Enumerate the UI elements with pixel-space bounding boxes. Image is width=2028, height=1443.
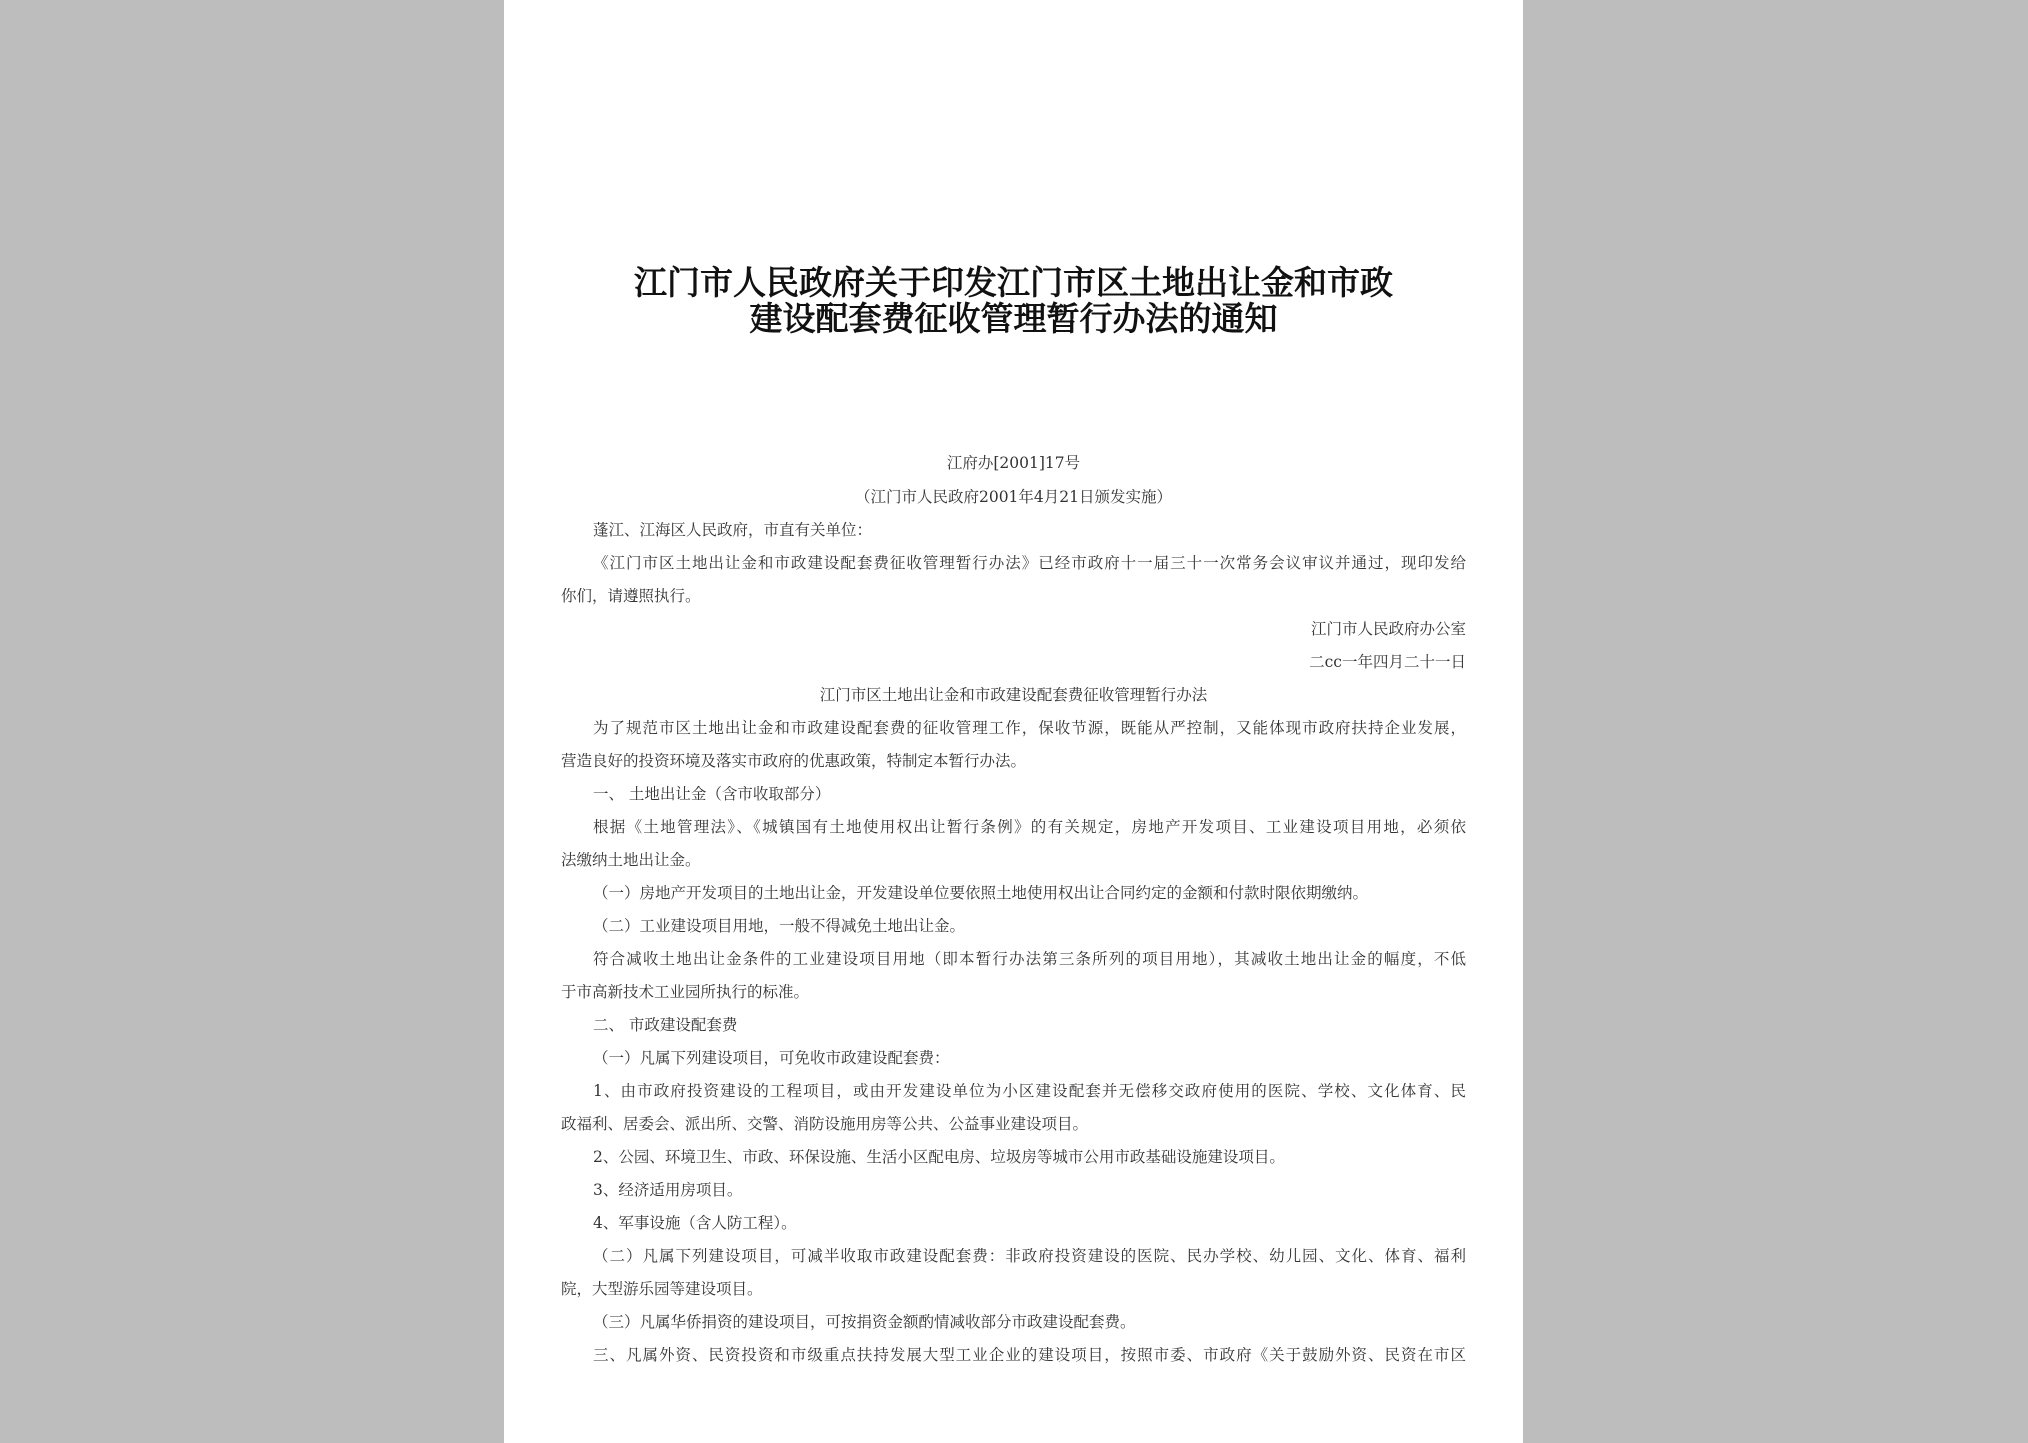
body-line: 1、由市政府投资建设的工程项目，或由开发建设单位为小区建设配套并无偿移交政府使用的医院、学校、文化体育、民 <box>593 1082 1466 1100</box>
section-heading: 一、 土地出让金（含市收取部分） <box>593 785 831 803</box>
recipients: 蓬江、江海区人民政府，市直有关单位： <box>593 521 873 539</box>
body-line: 根据《土地管理法》、《城镇国有土地使用权出让暂行条例》的有关规定，房地产开发项目、工业建设项目用地，必须依 <box>593 818 1466 836</box>
body-line: 4、军事设施（含人防工程）。 <box>593 1214 797 1232</box>
body-line: 符合减收土地出让金条件的工业建设项目用地（即本暂行办法第三条所列的项目用地），其减收土地出让金的幅度，不低 <box>593 950 1466 968</box>
section-heading: 二、 市政建设配套费 <box>593 1016 738 1034</box>
body-line: 院，大型游乐园等建设项目。 <box>561 1280 763 1298</box>
body-paragraph-line: 《江门市区土地出让金和市政建设配套费征收管理暂行办法》已经市政府十一届三十一次常务会议审议并通过，现印发给 <box>593 554 1466 572</box>
document-number: 江府办[2001]17号 <box>946 454 1081 472</box>
body-line: （二）凡属下列建设项目，可减半收取市政建设配套费：非政府投资建设的医院、民办学校、幼儿园、文化、体育、福利 <box>593 1247 1466 1265</box>
body-line: 2、公园、环境卫生、市政、环保设施、生活小区配电房、垃圾房等城市公用市政基础设施建设项目。 <box>593 1148 1285 1166</box>
body-line: 营造良好的投资环境及落实市政府的优惠政策，特制定本暂行办法。 <box>561 752 1027 770</box>
body-paragraph-line: 你们，请遵照执行。 <box>561 587 701 605</box>
document-title-line-2: 建设配套费征收管理暂行办法的通知 <box>749 299 1278 338</box>
signer: 江门市人民政府办公室 <box>1310 620 1466 638</box>
body-line: （一）凡属下列建设项目，可免收市政建设配套费： <box>593 1049 950 1067</box>
body-line: （二）工业建设项目用地，一般不得减免土地出让金。 <box>593 917 966 935</box>
body-line: 政福利、居委会、派出所、交警、消防设施用房等公共、公益事业建设项目。 <box>561 1115 1089 1133</box>
body-line: 于市高新技术工业园所执行的标准。 <box>561 983 810 1001</box>
body-line: 三、凡属外资、民资投资和市级重点扶持发展大型工业企业的建设项目，按照市委、市政府《关于鼓励外资、民资在市区 <box>593 1346 1466 1364</box>
body-line: 3、经济适用房项目。 <box>593 1181 743 1199</box>
sign-date: 二cc一年四月二十一日 <box>1309 653 1466 671</box>
body-line: （三）凡属华侨捐资的建设项目，可按捐资金额酌情减收部分市政建设配套费。 <box>593 1313 1136 1331</box>
issue-note: （江门市人民政府2001年4月21日颁发实施） <box>854 488 1173 506</box>
body-line: 法缴纳土地出让金。 <box>561 851 701 869</box>
body-line: （一）房地产开发项目的土地出让金，开发建设单位要依照土地使用权出让合同约定的金额和付款时限依期缴纳。 <box>593 884 1369 902</box>
document-page <box>504 0 1523 1443</box>
body-line: 为了规范市区土地出让金和市政建设配套费的征收管理工作，保收节源，既能从严控制，又能体现市政府扶持企业发展， <box>593 719 1466 737</box>
attachment-title: 江门市区土地出让金和市政建设配套费征收管理暂行办法 <box>819 686 1208 704</box>
document-title-line-1: 江门市人民政府关于印发江门市区土地出让金和市政 <box>634 263 1393 302</box>
